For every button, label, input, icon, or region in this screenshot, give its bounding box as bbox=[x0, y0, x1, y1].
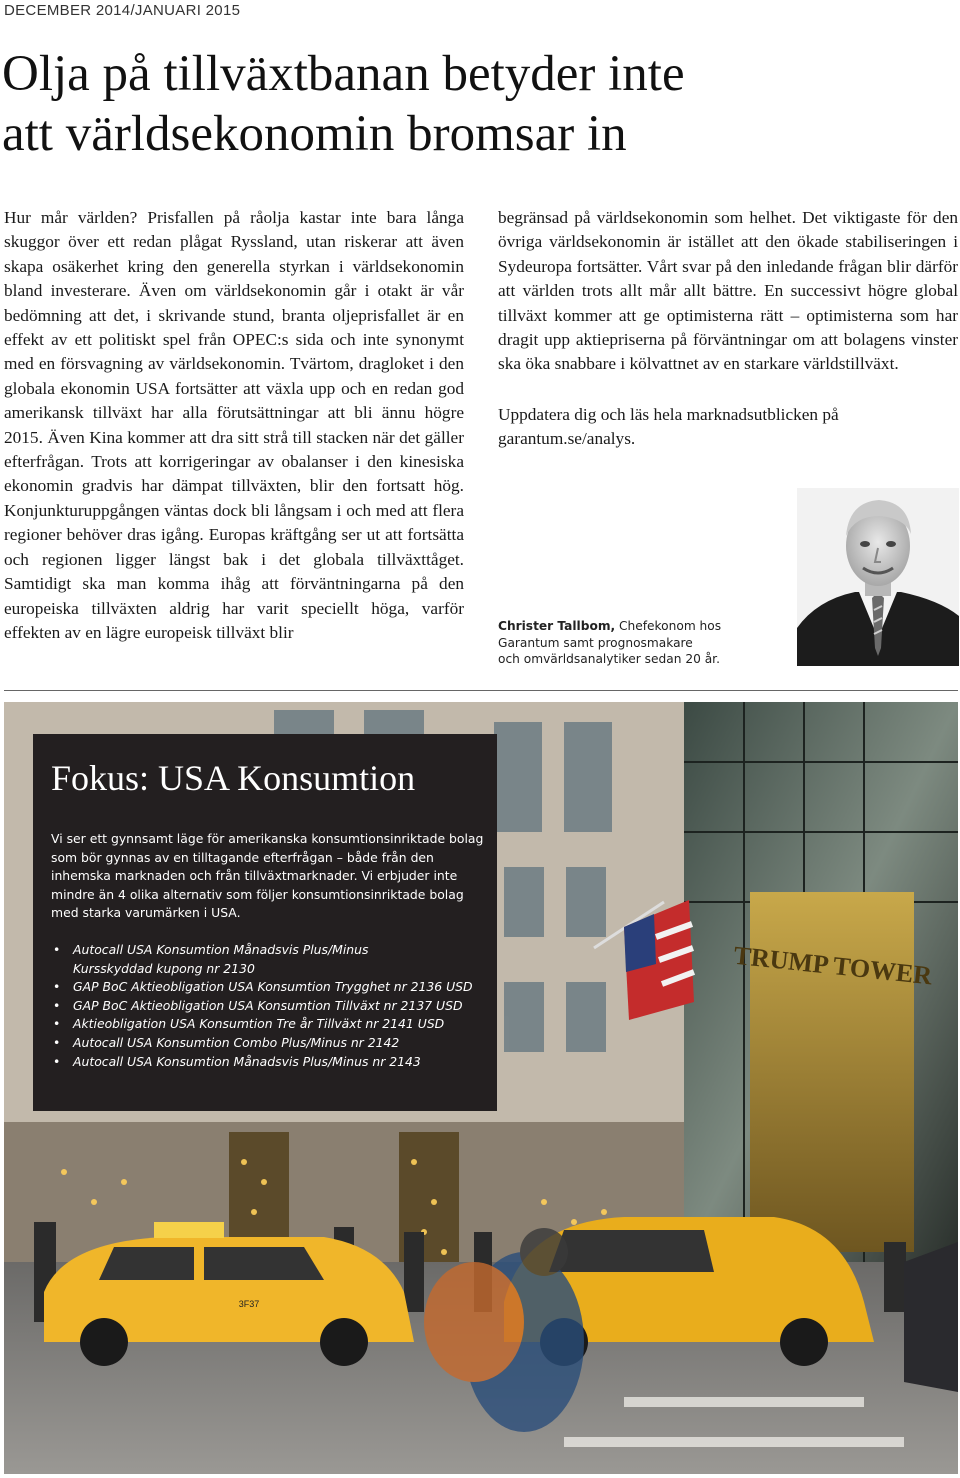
author-caption bbox=[498, 618, 798, 668]
list-item bbox=[51, 1015, 491, 1034]
trump-tower-sign: TRUMP TOWER bbox=[732, 940, 934, 991]
product-name: Autocall USA Konsumtion Månadsvis Plus/Minus nr 2143 bbox=[73, 1053, 421, 1069]
article-headline bbox=[2, 44, 942, 164]
product-name: GAP BoC Aktieobligation USA Konsumtion Trygghet nr 2136 USD bbox=[73, 979, 473, 995]
author-title-2: Garantum samt prognosmakare bbox=[498, 635, 693, 650]
section-divider bbox=[4, 690, 958, 691]
product-subtitle: Kursskyddad kupong nr 2130 bbox=[73, 960, 255, 976]
article-body-right: begränsad på världsekonomin som helhet. Det viktigaste för den övriga världsekonomin är istället att den ökade stabiliseringen i Sydeuropa fortsätter. Vårt svar på den inledande frågan blir därför att världen trots allt mår allt bättre. En successivt högre global tillväxt kommer att ge optimisterna rätt – optimisterna som har dragit upp aktiepriserna på förväntningar om att bolagens vinster ska öka snabbare i kölvattnet av en starkare världstillväxt. bbox=[498, 208, 958, 374]
author-title-1: Chefekonom hos bbox=[619, 619, 722, 633]
update-note-text: Uppdatera dig och läs hela marknadsutblicken på bbox=[498, 404, 839, 424]
article-body-left: Hur mår världen? Prisfallen på råolja kastar inte bara långa skuggor över ett redan plågat Ryssland, utan riskerar att även skapa osäkerhet kring den generella styrkan i världsekonomin bland investerare. Även om världsekonomin går i otakt är vår bedömning att det, i skrivande stund, branta oljeprisfallet är en effekt av ett politiskt spel från OPEC:s sida och inte synonymt med en försvagning av världsekonomin. Tvärtom, dragloket i den globala ekonomin USA fortsätter att växla upp och en redan god amerikansk tillväxt har alla förutsättningar att bli ännu högre 2015. Även Kina kommer att dra sitt strå till stacken när det gäller efterfrågan. Trots att korrigeringar av obalanser i den kinesiska ekonomin gradvis har dämpat tillväxten, blir den fortsatt hög. Konjunkturuppgången väntas dock bli långsam i och med att flera regioner behöver dras igång. Europas kräftgång ser ut att fortsätta och regionen ligger längst bak i det globala tillväxttåget. Samtidigt ska man komma ihåg att förväntningarna på den europeiska tillväxten aldrig har varit speciellt höga, varför effekten av en lägre europeisk tillväxt blir bbox=[4, 208, 464, 642]
focus-title: Fokus: USA Konsumtion bbox=[51, 758, 416, 798]
author-title-3: och omvärldsanalytiker sedan 20 år. bbox=[498, 652, 720, 667]
author-name: Christer Tallbom, bbox=[498, 619, 616, 633]
focus-intro: Vi ser ett gynnsamt läge för amerikanska konsumtionsinriktade bolag som bör gynnas av en tilltagande efterfrågan – både från den inhemska marknaden och från tillväxtmarknader. Vi erbjuder inte mindre än 4 olika alternativ som följer konsumtionsinriktade bolag med starka varumärken i USA. bbox=[51, 831, 484, 921]
list-item bbox=[51, 997, 491, 1016]
update-note bbox=[498, 403, 958, 452]
list-item bbox=[51, 978, 491, 997]
list-item bbox=[51, 941, 491, 978]
product-name: GAP BoC Aktieobligation USA Konsumtion Tillväxt nr 2137 USD bbox=[73, 997, 463, 1013]
portrait-image bbox=[797, 488, 959, 666]
list-item bbox=[51, 1053, 491, 1072]
product-name: Aktieobligation USA Konsumtion Tre år Tillväxt nr 2141 USD bbox=[73, 1016, 445, 1032]
headline-line-2: att världsekonomin bromsar in bbox=[2, 106, 627, 162]
article-column-right bbox=[498, 206, 958, 452]
product-name: Autocall USA Konsumtion Combo Plus/Minus nr 2142 bbox=[73, 1034, 400, 1050]
list-item bbox=[51, 1034, 491, 1053]
update-link[interactable]: garantum.se/analys. bbox=[498, 429, 636, 449]
product-name: Autocall USA Konsumtion Månadsvis Plus/Minus bbox=[73, 942, 369, 957]
taxi-number: 3F37 bbox=[238, 1299, 260, 1309]
focus-box bbox=[33, 734, 497, 1111]
focus-product-list bbox=[51, 941, 491, 1071]
issue-date: DECEMBER 2014/JANUARI 2015 bbox=[4, 2, 241, 19]
article-column-left bbox=[4, 206, 464, 645]
headline-line-1: Olja på tillväxtbanan betyder inte bbox=[2, 46, 685, 102]
author-portrait bbox=[797, 488, 959, 666]
